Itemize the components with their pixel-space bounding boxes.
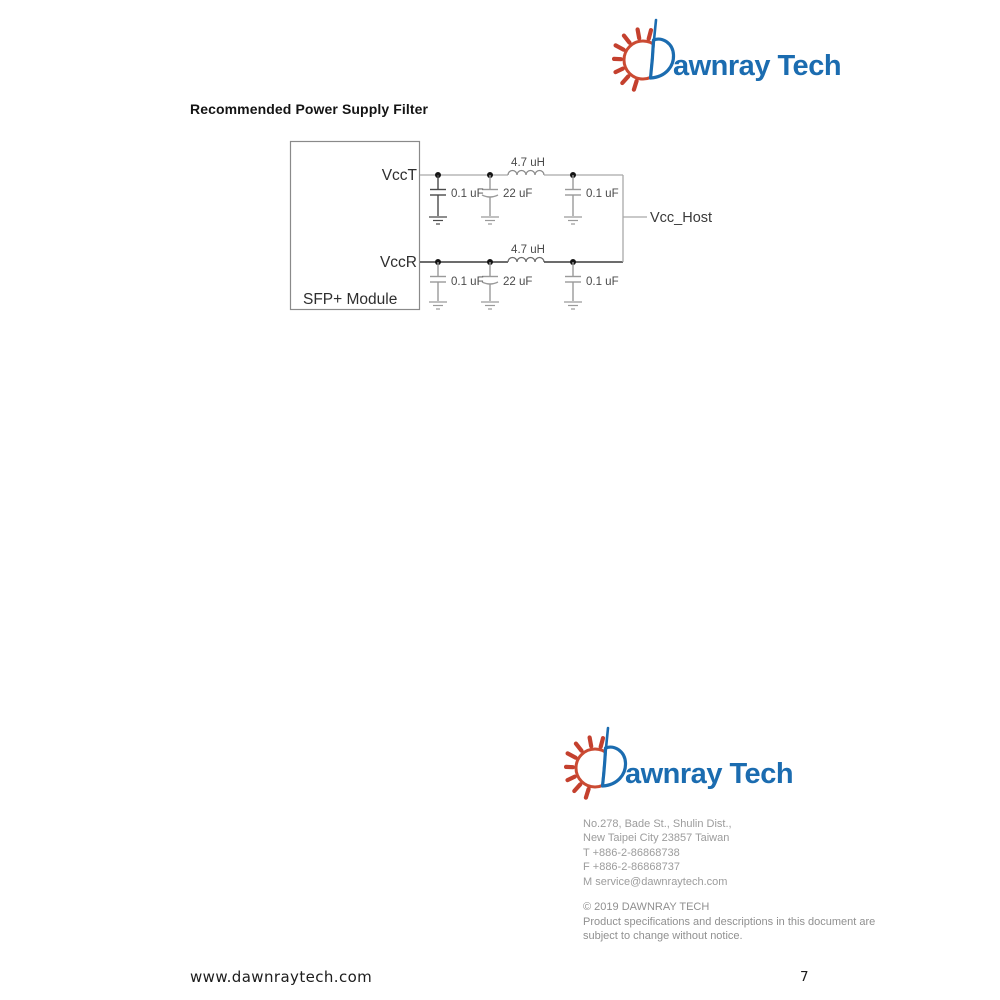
logo-footer [564,722,799,804]
contact-block [583,817,732,889]
footer-page-number: 7 [800,969,809,985]
copyright-line: © 2019 DAWNRAY TECH [583,901,710,913]
vcct-cap2 [481,175,499,224]
fax: F +886-2-86868737 [583,861,680,874]
brand-wordmark: awnray Tech [673,50,842,82]
legal-block [583,900,875,944]
vccr-cap3 [564,262,582,309]
vccr-cap2 [481,262,499,309]
dawnray-sun-icon [612,14,678,96]
logo-header [612,14,847,96]
brand-wordmark: awnray Tech [625,758,794,790]
vcct-cap1-label: 0.1 uF [451,188,484,200]
vcct-inductor-label: 4.7 uH [511,157,545,169]
output-label: Vcc_Host [650,210,713,226]
vccr-cap1 [429,262,447,309]
power-supply-filter-schematic [280,130,740,325]
footer-website: www.dawnraytech.com [190,968,373,986]
module-label: SFP+ Module [303,291,398,308]
port-label-vcct: VccT [381,167,417,184]
address-line-2: New Taipei City 23857 Taiwan [583,832,730,845]
vccr-inductor-label: 4.7 uH [511,244,545,256]
vcct-cap3-label: 0.1 uF [586,188,619,200]
junction-dots [435,172,576,265]
notice-line-2: subject to change without notice. [583,930,743,943]
dawnray-sun-icon [564,722,630,804]
vccr-cap2-label: 22 uF [503,276,533,288]
vcct-cap2-label: 22 uF [503,188,533,200]
vccr-cap3-label: 0.1 uF [586,276,619,288]
address-line-1: No.278, Bade St., Shulin Dist., [583,818,732,830]
telephone: T +886-2-86868738 [583,846,680,859]
vcct-cap1 [429,175,447,224]
port-label-vccr: VccR [379,254,417,271]
email: M service@dawnraytech.com [583,875,728,888]
vccr-cap1-label: 0.1 uF [451,276,484,288]
vccr-inductor-coil [508,258,544,263]
page-title: Recommended Power Supply Filter [190,101,429,117]
notice-line-1: Product specifications and descriptions in this document are [583,915,876,928]
vcct-cap3 [564,175,582,224]
vcct-inductor-coil [508,171,544,176]
